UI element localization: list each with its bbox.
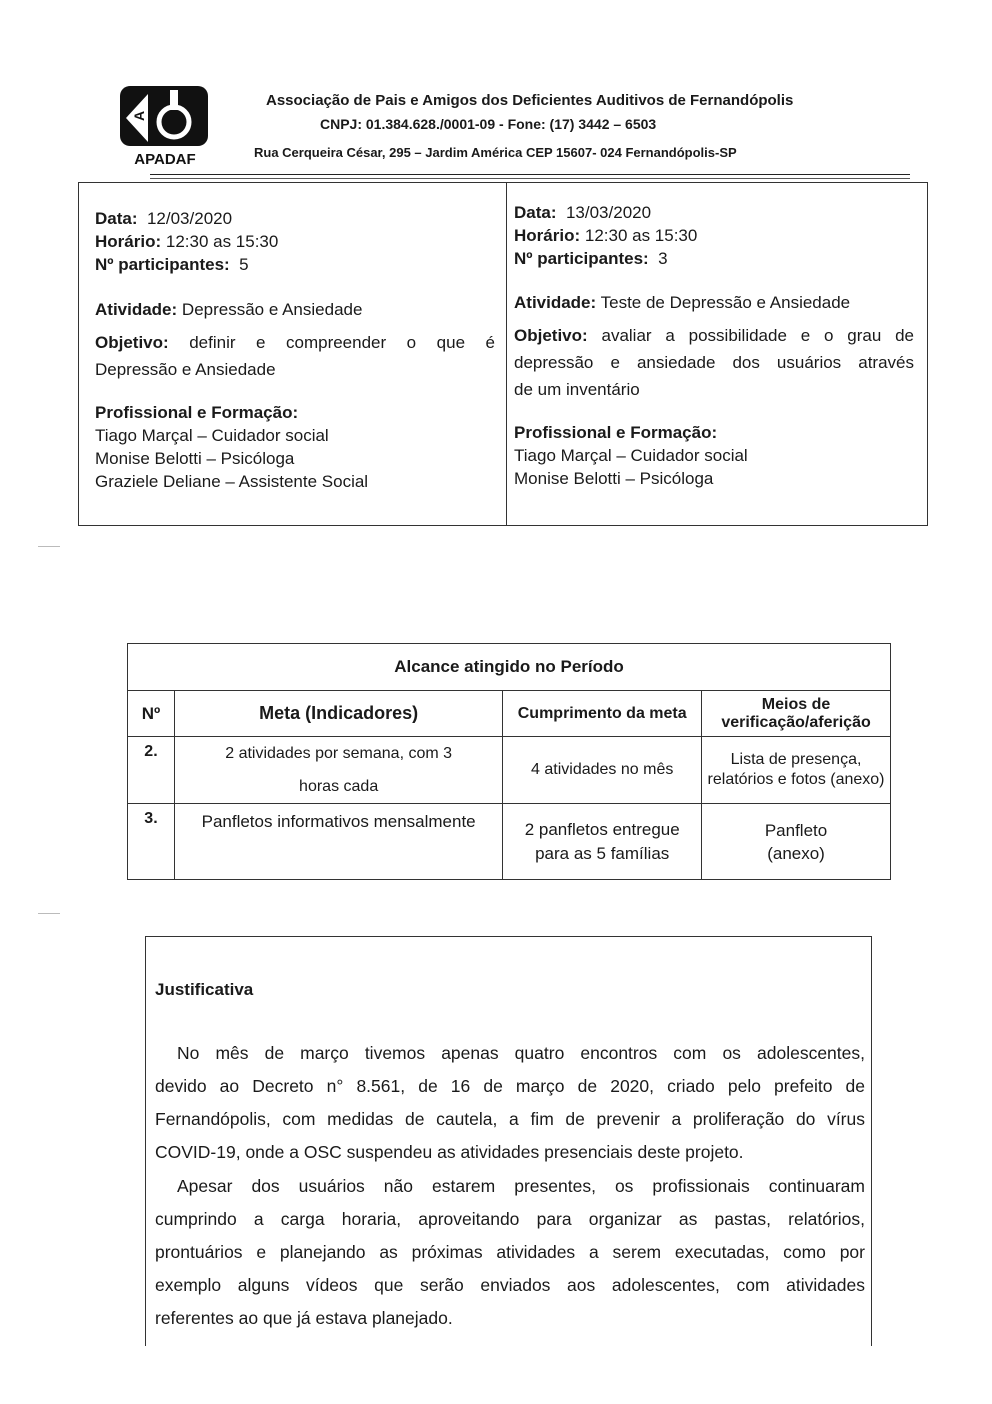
professional-item: Graziele Deliane – Assistente Social [95, 472, 369, 491]
row-goal: Panfletos informativos mensalmente [174, 804, 502, 880]
professionals-right: Profissional e Formação: Tiago Marçal – Cuidador social Monise Belotti – Psicóloga [514, 421, 914, 490]
justification-paragraph-2: Apesar dos usuários não estarem presentes, os profissionais continuaram cumprindo a carga horaria, aproveitando para organizar as pastas, relatórios, prontuários e planejando as próximas atividades a serem executadas, como por exemplo alguns vídeos que serão enviados aos adolescentes, com atividades referentes ao que já estava planejado. [155, 1176, 865, 1328]
header-rule [150, 174, 910, 175]
col-header-num: Nº [128, 691, 175, 737]
scan-mark [38, 913, 60, 914]
participants-row: Nº participantes: 3 [514, 249, 668, 268]
cnpj-phone: CNPJ: 01.384.628./0001-09 - Fone: (17) 3442 – 6503 [320, 116, 657, 132]
scan-mark [38, 546, 60, 547]
apadaf-logo [118, 84, 212, 166]
svg-text:A: A [131, 110, 147, 121]
objective-left: Objetivo: definir e compreender o que é Depressão e Ansiedade [95, 333, 495, 379]
activity-divider [506, 182, 507, 526]
activity-left [95, 207, 495, 276]
row-num: 2. [128, 737, 175, 804]
participants-row: Nº participantes: 5 [95, 255, 249, 274]
table-caption: Alcance atingido no Período [128, 644, 891, 691]
objective-right: Objetivo: avaliar a possibilidade e o grau de depressão e ansiedade dos usuários através de um inventário [514, 326, 914, 399]
justification-title: Justificativa [155, 980, 254, 999]
header-rule [150, 178, 910, 179]
table-row [128, 737, 891, 804]
row-goal: 2 atividades por semana, com 3 horas cada [174, 737, 502, 804]
col-header-fulfillment: Cumprimento da meta [503, 691, 702, 737]
professional-item: Tiago Marçal – Cuidador social [95, 426, 329, 445]
date-row: Data: 13/03/2020 [514, 203, 652, 222]
professionals-left: Profissional e Formação: Tiago Marçal – Cuidador social Monise Belotti – Psicóloga Graziele Deliane – Assistente Social [95, 401, 495, 493]
professional-item: Tiago Marçal – Cuidador social [514, 446, 748, 465]
logo-text: APADAF [134, 151, 196, 166]
col-header-verification: Meios de verificação/aferição [702, 691, 891, 737]
time-row: Horário: 12:30 as 15:30 [514, 226, 698, 245]
activity-right [514, 201, 914, 270]
activity-name-left: Atividade: Depressão e Ansiedade [95, 300, 363, 319]
row-fulfillment: 4 atividades no mês [503, 737, 702, 804]
professional-item: Monise Belotti – Psicóloga [95, 449, 295, 468]
professional-item: Monise Belotti – Psicóloga [514, 469, 714, 488]
col-header-goal: Meta (Indicadores) [174, 691, 502, 737]
date-row: Data: 12/03/2020 [95, 209, 233, 228]
activity-name-right: Atividade: Teste de Depressão e Ansiedade [514, 293, 851, 312]
justification-paragraph-1: No mês de março tivemos apenas quatro encontros com os adolescentes, devido ao Decreto n° 8.561, de 16 de março de 2020, criado pelo prefeito de Fernandópolis, com medidas de cautela, a fim de prevenir a proliferação do vírus COVID-19, onde a OSC suspendeu as atividades presenciais deste projeto. [155, 1043, 865, 1162]
row-num: 3. [128, 804, 175, 880]
row-verification: Panfleto (anexo) [702, 804, 891, 880]
table-row [128, 804, 891, 880]
time-row: Horário: 12:30 as 15:30 [95, 232, 279, 251]
row-verification: Lista de presença, relatórios e fotos (anexo) [702, 737, 891, 804]
goals-table [127, 643, 891, 880]
address: Rua Cerqueira César, 295 – Jardim América CEP 15607- 024 Fernandópolis-SP [254, 145, 737, 160]
org-name: Associação de Pais e Amigos dos Deficientes Auditivos de Fernandópolis [266, 92, 794, 109]
row-fulfillment: 2 panfletos entregue para as 5 famílias [503, 804, 702, 880]
